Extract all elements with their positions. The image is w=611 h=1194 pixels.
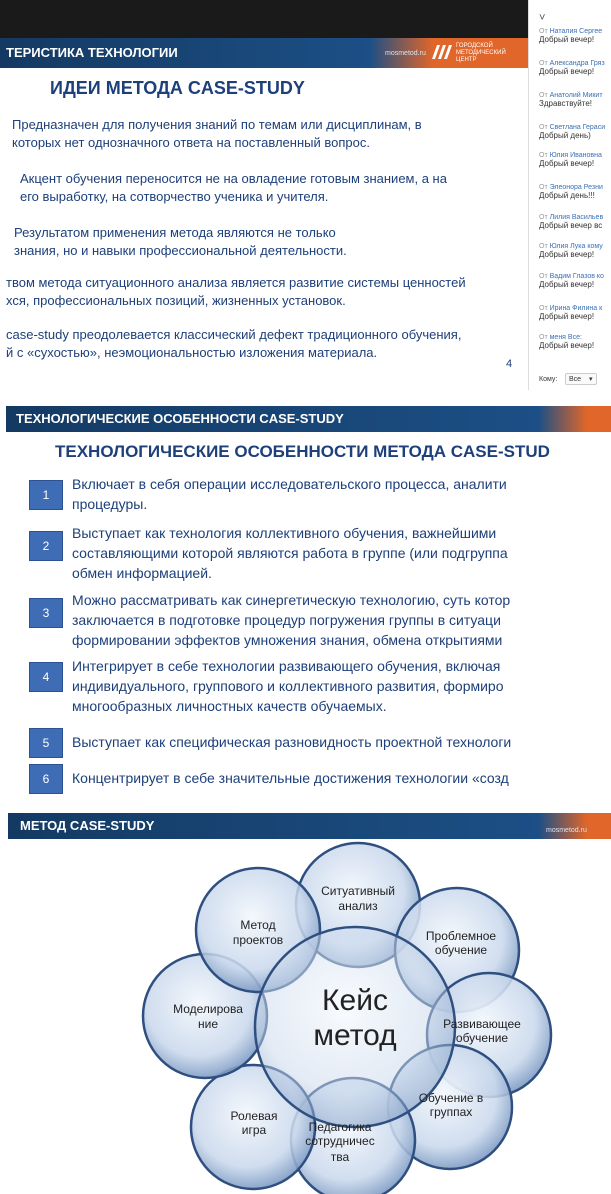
chat-message: [539, 214, 603, 230]
chat-message: [539, 243, 603, 259]
msg-text: Добрый вечер!: [539, 280, 595, 289]
msg-prefix: От: [539, 273, 548, 280]
msg-prefix: От: [539, 334, 548, 341]
paragraph-3: [14, 224, 347, 260]
item-line: обмен информацией.: [72, 565, 212, 581]
feature-item-5: [72, 732, 511, 752]
item-number-badge: 4: [29, 662, 63, 692]
chat-message: [539, 152, 602, 168]
slide-header-title: МЕТОД CASE-STUDY: [20, 818, 155, 833]
slide-header-title: ТЕХНОЛОГИЧЕСКИЕ ОСОБЕННОСТИ CASE-STUDY: [16, 411, 344, 426]
chat-message: [539, 60, 605, 76]
slide-top-strip: [0, 0, 528, 38]
center-label-line1: Кейс: [322, 984, 388, 1017]
item-line: составляющими которой являются работа в группе (или подгруппа: [72, 545, 508, 561]
petal-label: Развивающее: [443, 1017, 521, 1031]
msg-sender: Юлия Лука кому: [549, 243, 603, 250]
msg-text: Добрый вечер!: [539, 35, 595, 44]
case-method-diagram: [0, 805, 611, 1194]
chat-message: [539, 184, 603, 200]
item-line: процедуры.: [72, 496, 148, 512]
feature-item-4: [72, 656, 504, 716]
msg-text: Добрый вечер вс: [539, 221, 603, 230]
item-number-badge: 3: [29, 598, 63, 628]
item-line: Выступает как специфическая разновидность проектной технологи: [72, 734, 512, 750]
paragraph-line: case-study преодолевается классический дефект традиционного обучения,: [6, 327, 462, 342]
petal-label: Ситуативный: [321, 884, 395, 898]
msg-sender: Лилия Васильев: [549, 214, 604, 221]
paragraph-1: [12, 116, 422, 152]
petal-label: игра: [241, 1123, 267, 1137]
paragraph-line: й с «сухостью», неэмоциональностью изложения материала.: [6, 345, 378, 360]
chat-panel[interactable]: [528, 0, 611, 390]
petal-label: Проблемное: [425, 929, 497, 943]
item-number-badge: 1: [29, 480, 63, 510]
msg-sender: Александра Гряз: [549, 60, 605, 67]
petal-label: анализ: [338, 899, 378, 913]
petal-label: Ролевая: [230, 1109, 278, 1123]
feature-item-6: [72, 768, 509, 788]
slide-features: [0, 400, 611, 800]
item-line: Выступает как технология коллективного обучения, важнейшими: [72, 525, 497, 541]
item-line: Можно рассматривать как синергетическую технологию, суть котор: [72, 592, 511, 608]
petal-label: Обучение в: [418, 1091, 484, 1105]
chat-recipient-select[interactable]: [565, 373, 597, 385]
center-label-line2: метод: [313, 1019, 397, 1052]
msg-prefix: От: [539, 243, 548, 250]
msg-sender: Анатолий Микит: [549, 92, 603, 99]
msg-prefix: От: [539, 124, 548, 131]
item-line: Интегрирует в себе технологии развивающего обучения, включая: [72, 658, 501, 674]
msg-sender: Элеонора Резни: [549, 184, 603, 191]
chat-message: [539, 305, 602, 321]
petal-label: ние: [197, 1017, 219, 1031]
item-number-badge: 5: [29, 728, 63, 758]
paragraph-line: которых нет однозначного ответа на поставленный вопрос.: [12, 135, 370, 150]
slide-heading: ТЕХНОЛОГИЧЕСКИЕ ОСОБЕННОСТИ МЕТОДА CASE-STUD: [55, 442, 550, 461]
msg-prefix: От: [539, 214, 548, 221]
chat-message: [539, 92, 603, 108]
msg-prefix: От: [539, 184, 548, 191]
msg-sender: Вадим Глазов ко: [549, 273, 604, 280]
msg-text: Здравствуйте!: [539, 99, 593, 108]
chat-message: [539, 28, 602, 44]
petal-label: обучение: [455, 1031, 509, 1045]
paragraph-2: [20, 170, 447, 206]
slide-page-number: 4: [506, 358, 513, 370]
item-line: формировании эффектов умножения знания, обмена открытиями: [72, 632, 503, 648]
item-number-badge: 2: [29, 531, 63, 561]
slide-header-bar: [0, 38, 528, 68]
dropdown-arrow-icon: ▾: [589, 376, 593, 383]
msg-sender: Ирина Филина к: [549, 305, 603, 312]
paragraph-line: Результатом применения метода являются не только: [14, 225, 336, 240]
item-line: заключается в подготовке процедур погружения группы в ситуаци: [72, 612, 501, 628]
paragraph-line: его выработку, на сотворчество ученика и учителя.: [20, 189, 329, 204]
paragraph-line: хся, профессиональных позиций, жизненных установок.: [6, 293, 346, 308]
paragraph-line: Предназначен для получения знаний по темам или дисциплинам, в: [12, 117, 422, 132]
msg-sender: Юлия Ивановна: [549, 152, 602, 159]
petal-label: обучение: [434, 943, 488, 957]
petal-label: Моделирова: [173, 1002, 243, 1016]
item-line: индивидуального, группового и коллективного развития, формиро: [72, 678, 504, 694]
msg-text: Добрый день): [539, 131, 591, 140]
mgmc-logo-icon: [432, 45, 454, 59]
msg-prefix: От: [539, 305, 548, 312]
slide-heading: ИДЕИ МЕТОДА CASE-STUDY: [50, 78, 305, 98]
item-number-badge: 6: [29, 764, 63, 794]
msg-text: Добрый день!!!: [539, 191, 595, 200]
site-label: mosmetod.ru: [546, 827, 587, 834]
msg-prefix: От: [539, 92, 548, 99]
item-line: Концентрирует в себе значительные достижения технологии «созд: [72, 770, 509, 786]
msg-text: Добрый вечер!: [539, 159, 595, 168]
slide-header-title: ТЕРИСТИКА ТЕХНОЛОГИИ: [6, 45, 178, 60]
item-line: многообразных личностных качеств обучаемых.: [72, 698, 387, 714]
item-line: Включает в себя операции исследовательского процесса, аналити: [72, 476, 507, 492]
chat-recipient-label: Кому:: [539, 376, 558, 383]
msg-text: Добрый вечер!: [539, 250, 595, 259]
msg-sender: Светлана Гераси: [549, 124, 606, 131]
chat-recipient-value: Все: [569, 376, 582, 383]
chat-message: [539, 124, 605, 140]
petal-label: сотрудничес: [305, 1134, 375, 1148]
msg-prefix: От: [539, 28, 548, 35]
feature-item-3: [72, 590, 510, 650]
slide-header-bar: [6, 406, 611, 432]
msg-sender: меня Все:: [549, 334, 582, 341]
petal-label: Метод: [240, 918, 276, 932]
petal-label: тва: [330, 1150, 350, 1164]
site-label: mosmetod.ru: [385, 50, 426, 57]
msg-prefix: От: [539, 152, 548, 159]
slide-case-method: [0, 805, 611, 1194]
msg-text: Добрый вечер!: [539, 67, 595, 76]
paragraph-line: твом метода ситуационного анализа является развитие системы ценностей: [6, 275, 466, 290]
slide-ideas: [0, 0, 528, 390]
msg-prefix: От: [539, 60, 548, 67]
chat-message: [539, 273, 604, 289]
feature-item-2: [72, 523, 508, 583]
paragraph-line: Акцент обучения переносится не на овладение готовым знанием, а на: [20, 171, 447, 186]
petal-label: проектов: [232, 933, 284, 947]
paragraph-line: знания, но и навыки профессиональной деятельности.: [14, 243, 347, 258]
msg-text: Добрый вечер!: [539, 312, 595, 321]
chevron-down-icon[interactable]: ˅: [539, 12, 546, 24]
feature-item-1: [72, 474, 507, 514]
petal-label: группах: [429, 1105, 473, 1119]
paragraph-4: [6, 274, 466, 310]
petal-label: Педагогика: [308, 1120, 372, 1134]
msg-text: Добрый вечер!: [539, 341, 595, 350]
logo-text: ГОРОДСКОЙ МЕТОДИЧЕСКИЙ ЦЕНТР: [456, 43, 506, 63]
msg-sender: Наталия Сергее: [549, 28, 603, 35]
paragraph-5: [6, 326, 461, 362]
chat-message: [539, 334, 594, 350]
